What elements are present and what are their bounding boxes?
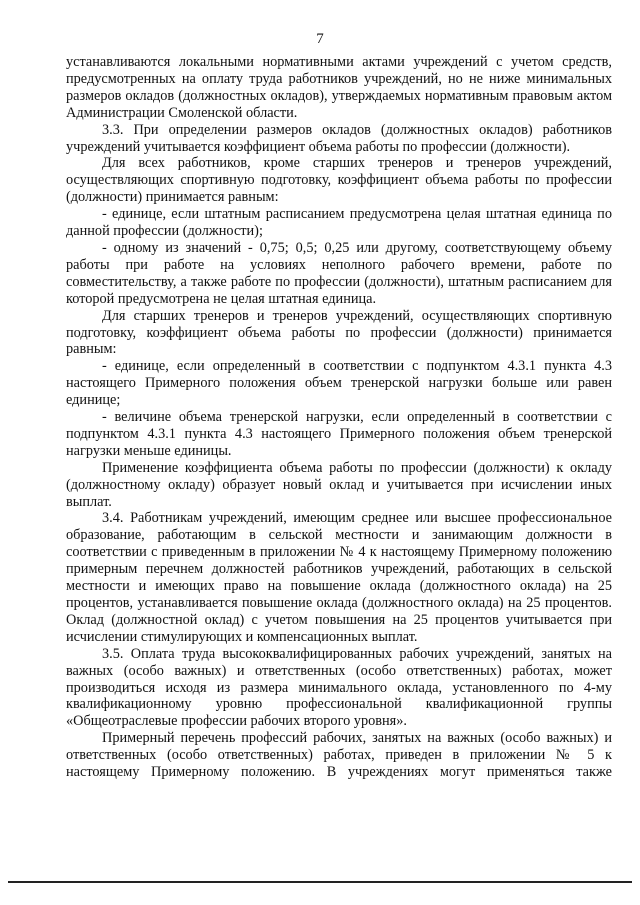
document-body — [66, 54, 612, 781]
page-bottom-rule — [8, 881, 632, 883]
paragraph-3-3: 3.3. При определении размеров окладов (должностных окладов) работников учреждений учитывается коэффициент объема работы по профессии (должности). — [66, 121, 612, 155]
list-item-unit: - единице, если штатным расписанием предусмотрена целая штатная единица по данной профессии (должности); — [66, 206, 612, 240]
paragraph-coefficient-application: Применение коэффициента объема работы по профессии (должности) к окладу (должностному окладу) образует новый оклад и учитывается при исчислении иных выплат. — [66, 459, 612, 510]
paragraph-coefficient-trainers: Для старших тренеров и тренеров учреждений, осуществляющих спортивную подготовку, коэффициент объема работы по профессии (должности) принимается равным: — [66, 307, 612, 358]
paragraph-workers-list: Примерный перечень профессий рабочих, занятых на важных (особо важных) и ответственных (особо ответственных) работах, приведен в приложении № 5 к настоящему Примерному положению. В учреждениях могут применяться также — [66, 730, 612, 781]
page-number: 7 — [316, 31, 324, 47]
paragraph-coefficient-all-workers: Для всех работников, кроме старших тренеров и тренеров учреждений, осуществляющих спортивную подготовку, коэффициент объема работы по профессии (должности) принимается равным: — [66, 155, 612, 206]
list-item-trainer-load: - величине объема тренерской нагрузки, если определенный в соответствии с подпунктом 4.3.1 пункта 4.3 настоящего Примерного положения объем тренерской нагрузки меньше единицы. — [66, 409, 612, 459]
paragraph-3-4: 3.4. Работникам учреждений, имеющим среднее или высшее профессиональное образование, работающим в сельской местности и занимающим должности в соответствии с приведенным в приложении № 4 к настоящему Примерному положению примерным перечнем должностей работников учреждений, работающих в сельской местности и имеющих право на повышение оклада (должностного оклада) на 25 процентов, устанавливается повышение оклада (должностного оклада) на 25 процентов. Оклад (должностной оклад) с учетом повышения на 25 процентов учитывается при исчислении стимулирующих и компенсационных выплат. — [66, 510, 612, 645]
list-item-partial-values: - одному из значений - 0,75; 0,5; 0,25 или другому, соответствующему объему работы при работе на условиях неполного рабочего времени, работе по совместительству, а также работе по профессии (должности), штатным расписанием для которой предусмотрена не целая штатная единица. — [66, 239, 612, 307]
list-item-trainer-unit: - единице, если определенный в соответствии с подпунктом 4.3.1 пункта 4.3 настоящего Примерного положения объем тренерской нагрузки больше или равен единице; — [66, 358, 612, 409]
paragraph-3-5: 3.5. Оплата труда высококвалифицированных рабочих учреждений, занятых на важных (особо важных) и ответственных (особо ответственных) работах, может производиться исходя из размера минимального оклада, установленного по 4-му квалификационному уровню профессиональной квалификационной группы «Общеотраслевые профессии рабочих второго уровня». — [66, 645, 612, 730]
paragraph-continuation: устанавливаются локальными нормативными актами учреждений с учетом средств, предусмотренных на оплату труда работников учреждений, но не ниже минимальных размеров окладов (должностных окладов), утверждаемых нормативным правовым актом Администрации Смоленской области. — [66, 54, 612, 121]
